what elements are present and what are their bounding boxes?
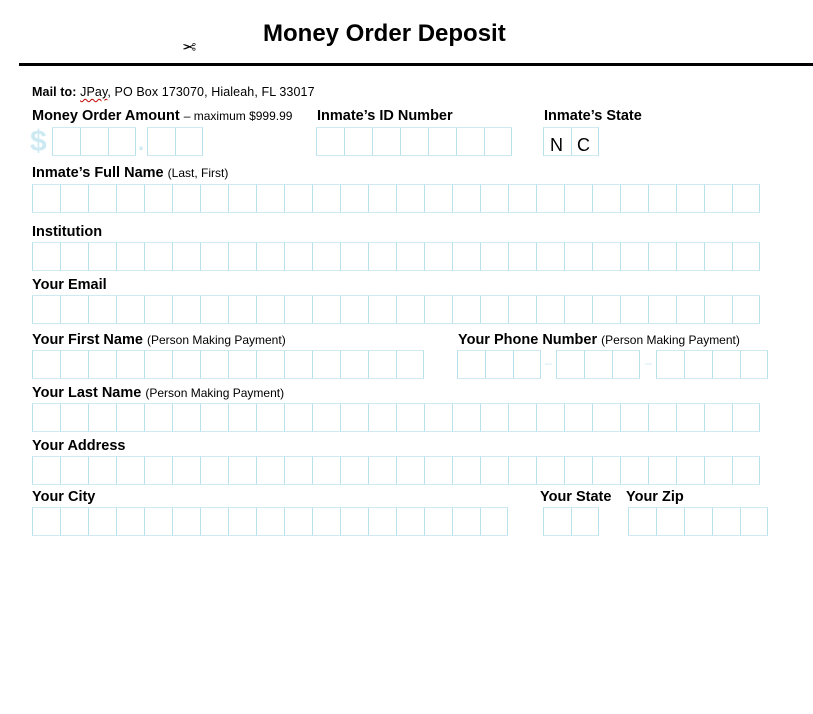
char-box[interactable] xyxy=(704,456,732,485)
char-box[interactable] xyxy=(312,295,340,324)
char-box[interactable] xyxy=(648,403,676,432)
char-box[interactable] xyxy=(543,507,571,536)
amount-cents-boxes[interactable] xyxy=(147,127,203,156)
amount-digit-box[interactable] xyxy=(147,127,175,156)
char-box[interactable] xyxy=(60,242,88,271)
id-digit-box[interactable] xyxy=(344,127,372,156)
decimal-point: . xyxy=(138,130,145,155)
institution-label: Institution xyxy=(32,224,103,240)
inmate-state-letter-2: C xyxy=(577,135,590,155)
char-box[interactable] xyxy=(676,242,704,271)
char-box[interactable] xyxy=(592,242,620,271)
char-box[interactable] xyxy=(228,507,256,536)
email-label: Your Email xyxy=(32,277,107,293)
char-box[interactable] xyxy=(452,507,480,536)
char-box[interactable] xyxy=(32,456,60,485)
city-label: Your City xyxy=(32,489,96,505)
char-box[interactable] xyxy=(200,184,228,213)
char-box[interactable] xyxy=(312,184,340,213)
char-box[interactable] xyxy=(592,295,620,324)
char-box[interactable] xyxy=(256,507,284,536)
char-box[interactable] xyxy=(452,242,480,271)
char-box[interactable] xyxy=(536,295,564,324)
char-box[interactable] xyxy=(256,184,284,213)
char-box[interactable] xyxy=(340,456,368,485)
char-box[interactable] xyxy=(284,507,312,536)
state-label: Your State xyxy=(540,489,612,505)
phone-label-text: Your Phone Number xyxy=(458,332,598,348)
id-digit-box[interactable] xyxy=(400,127,428,156)
id-digit-box[interactable] xyxy=(428,127,456,156)
char-box[interactable] xyxy=(368,242,396,271)
char-box[interactable] xyxy=(424,184,452,213)
char-box[interactable] xyxy=(740,350,768,379)
char-box[interactable] xyxy=(485,350,513,379)
char-box[interactable] xyxy=(676,184,704,213)
char-box[interactable] xyxy=(340,350,368,379)
char-box[interactable] xyxy=(452,295,480,324)
char-box[interactable] xyxy=(144,456,172,485)
char-box[interactable] xyxy=(424,242,452,271)
inmate-id-label: Inmate’s ID Number xyxy=(317,108,453,124)
inmate-state-label: Inmate’s State xyxy=(544,108,642,124)
char-box[interactable] xyxy=(648,242,676,271)
char-box[interactable] xyxy=(704,242,732,271)
char-box[interactable] xyxy=(200,350,228,379)
char-box[interactable] xyxy=(612,350,640,379)
char-box[interactable] xyxy=(704,295,732,324)
char-box[interactable] xyxy=(88,295,116,324)
char-box[interactable] xyxy=(732,403,760,432)
char-box[interactable] xyxy=(452,456,480,485)
char-box[interactable] xyxy=(340,242,368,271)
char-box[interactable] xyxy=(628,507,656,536)
char-box[interactable] xyxy=(368,295,396,324)
char-box[interactable] xyxy=(396,350,424,379)
char-box[interactable] xyxy=(368,184,396,213)
char-box[interactable] xyxy=(564,184,592,213)
char-box[interactable] xyxy=(312,456,340,485)
char-box[interactable] xyxy=(704,184,732,213)
char-box[interactable] xyxy=(60,456,88,485)
char-box[interactable] xyxy=(256,295,284,324)
char-box[interactable] xyxy=(592,456,620,485)
char-box[interactable] xyxy=(312,507,340,536)
amount-digit-box[interactable] xyxy=(175,127,203,156)
char-box[interactable] xyxy=(284,350,312,379)
char-box[interactable] xyxy=(480,295,508,324)
char-box[interactable] xyxy=(564,456,592,485)
char-box[interactable] xyxy=(740,507,768,536)
id-digit-box[interactable] xyxy=(372,127,400,156)
char-box[interactable] xyxy=(620,403,648,432)
char-box[interactable] xyxy=(620,295,648,324)
char-box[interactable] xyxy=(564,403,592,432)
char-box[interactable] xyxy=(32,242,60,271)
char-box[interactable] xyxy=(480,403,508,432)
char-box[interactable] xyxy=(60,403,88,432)
amount-digit-box[interactable] xyxy=(80,127,108,156)
char-box[interactable] xyxy=(480,456,508,485)
amount-digit-box[interactable] xyxy=(52,127,80,156)
institution-boxes[interactable] xyxy=(32,242,760,271)
char-box[interactable] xyxy=(116,184,144,213)
char-box[interactable] xyxy=(256,242,284,271)
last-name-boxes[interactable] xyxy=(32,403,760,432)
char-box[interactable] xyxy=(88,507,116,536)
char-box[interactable] xyxy=(684,507,712,536)
char-box[interactable] xyxy=(256,350,284,379)
char-box[interactable] xyxy=(340,295,368,324)
char-box[interactable] xyxy=(368,403,396,432)
char-box[interactable] xyxy=(172,507,200,536)
cut-line xyxy=(19,63,813,66)
char-box[interactable] xyxy=(732,242,760,271)
char-box[interactable] xyxy=(732,456,760,485)
phone-note: (Person Making Payment) xyxy=(601,333,740,347)
email-boxes[interactable] xyxy=(32,295,760,324)
char-box[interactable] xyxy=(200,295,228,324)
city-boxes[interactable] xyxy=(32,507,508,536)
char-box[interactable] xyxy=(116,507,144,536)
char-box[interactable] xyxy=(368,350,396,379)
phone-line-boxes[interactable] xyxy=(656,350,768,379)
char-box[interactable] xyxy=(508,242,536,271)
char-box[interactable] xyxy=(480,184,508,213)
scissors-icon: ✂ xyxy=(182,38,197,57)
char-box[interactable] xyxy=(592,403,620,432)
first-name-boxes[interactable] xyxy=(32,350,424,379)
char-box[interactable] xyxy=(256,456,284,485)
char-box[interactable] xyxy=(172,184,200,213)
char-box[interactable] xyxy=(116,295,144,324)
char-box[interactable] xyxy=(676,295,704,324)
inmate-name-label-text: Inmate’s Full Name xyxy=(32,165,164,181)
char-box[interactable] xyxy=(88,242,116,271)
mail-to-address: , PO Box 173070, Hialeah, FL 33017 xyxy=(107,85,315,99)
char-box[interactable] xyxy=(116,456,144,485)
char-box[interactable] xyxy=(556,350,584,379)
state-boxes[interactable] xyxy=(543,507,599,536)
char-box[interactable] xyxy=(648,184,676,213)
first-name-label xyxy=(32,332,286,348)
inmate-id-boxes[interactable] xyxy=(316,127,512,156)
char-box[interactable] xyxy=(368,456,396,485)
char-box[interactable] xyxy=(312,242,340,271)
char-box[interactable] xyxy=(648,456,676,485)
char-box[interactable] xyxy=(60,184,88,213)
char-box[interactable] xyxy=(732,295,760,324)
mail-to-company: JPay xyxy=(80,85,108,99)
char-box[interactable] xyxy=(88,350,116,379)
phone-label xyxy=(458,332,740,348)
char-box[interactable] xyxy=(284,295,312,324)
char-box[interactable] xyxy=(60,507,88,536)
char-box[interactable] xyxy=(312,403,340,432)
char-box[interactable] xyxy=(536,242,564,271)
char-box[interactable] xyxy=(571,507,599,536)
char-box[interactable] xyxy=(340,403,368,432)
char-box[interactable] xyxy=(144,507,172,536)
dollar-sign: $ xyxy=(30,125,47,158)
char-box[interactable] xyxy=(584,350,612,379)
char-box[interactable] xyxy=(116,350,144,379)
char-box[interactable] xyxy=(116,403,144,432)
char-box[interactable] xyxy=(172,403,200,432)
first-name-note: (Person Making Payment) xyxy=(146,333,286,347)
char-box[interactable] xyxy=(228,242,256,271)
char-box[interactable] xyxy=(284,184,312,213)
char-box[interactable] xyxy=(116,242,144,271)
char-box[interactable] xyxy=(424,403,452,432)
char-box[interactable] xyxy=(172,242,200,271)
char-box[interactable] xyxy=(620,242,648,271)
mail-to-label: Mail to: xyxy=(32,85,77,99)
char-box[interactable] xyxy=(228,456,256,485)
char-box[interactable] xyxy=(396,456,424,485)
phone-area-boxes[interactable] xyxy=(457,350,541,379)
id-digit-box[interactable] xyxy=(484,127,512,156)
char-box[interactable] xyxy=(200,507,228,536)
char-box[interactable] xyxy=(144,184,172,213)
char-box[interactable] xyxy=(88,403,116,432)
char-box[interactable] xyxy=(536,184,564,213)
char-box[interactable] xyxy=(32,350,60,379)
char-box[interactable] xyxy=(620,456,648,485)
char-box[interactable] xyxy=(396,507,424,536)
char-box[interactable] xyxy=(676,456,704,485)
char-box[interactable] xyxy=(172,456,200,485)
char-box[interactable] xyxy=(228,295,256,324)
inmate-name-note: (Last, First) xyxy=(167,166,229,180)
char-box[interactable] xyxy=(144,350,172,379)
phone-prefix-boxes[interactable] xyxy=(556,350,640,379)
char-box[interactable] xyxy=(508,403,536,432)
amount-label-text: Money Order Amount xyxy=(32,108,180,124)
char-box[interactable] xyxy=(508,456,536,485)
page-title: Money Order Deposit xyxy=(263,20,506,47)
mail-to-line xyxy=(32,85,315,99)
char-box[interactable] xyxy=(457,350,485,379)
char-box[interactable] xyxy=(228,184,256,213)
char-box[interactable] xyxy=(284,242,312,271)
amount-max-note: – maximum $999.99 xyxy=(183,109,293,123)
amount-label xyxy=(32,108,292,124)
char-box[interactable] xyxy=(312,350,340,379)
char-box[interactable] xyxy=(712,350,740,379)
char-box[interactable] xyxy=(200,242,228,271)
char-box[interactable] xyxy=(256,403,284,432)
char-box[interactable] xyxy=(564,295,592,324)
char-box[interactable] xyxy=(564,242,592,271)
char-box[interactable] xyxy=(452,184,480,213)
char-box[interactable] xyxy=(200,403,228,432)
char-box[interactable] xyxy=(452,403,480,432)
inmate-state-letter-1: N xyxy=(550,135,563,155)
char-box[interactable] xyxy=(424,507,452,536)
char-box[interactable] xyxy=(32,403,60,432)
char-box[interactable] xyxy=(676,403,704,432)
zip-label: Your Zip xyxy=(626,489,684,505)
char-box[interactable] xyxy=(228,350,256,379)
char-box[interactable] xyxy=(536,456,564,485)
address-label: Your Address xyxy=(32,438,126,454)
char-box[interactable] xyxy=(60,295,88,324)
char-box[interactable] xyxy=(480,507,508,536)
char-box[interactable] xyxy=(144,295,172,324)
amount-digit-box[interactable] xyxy=(108,127,136,156)
id-digit-box[interactable] xyxy=(456,127,484,156)
char-box[interactable] xyxy=(144,403,172,432)
char-box[interactable] xyxy=(704,403,732,432)
phone-separator: – xyxy=(645,356,652,370)
char-box[interactable] xyxy=(396,295,424,324)
char-box[interactable] xyxy=(172,350,200,379)
address-boxes[interactable] xyxy=(32,456,760,485)
char-box[interactable] xyxy=(656,350,684,379)
char-box[interactable] xyxy=(88,456,116,485)
char-box[interactable] xyxy=(396,184,424,213)
zip-boxes[interactable] xyxy=(628,507,768,536)
char-box[interactable] xyxy=(732,184,760,213)
char-box[interactable] xyxy=(648,295,676,324)
char-box[interactable] xyxy=(592,184,620,213)
char-box[interactable] xyxy=(368,507,396,536)
char-box[interactable] xyxy=(340,507,368,536)
char-box[interactable] xyxy=(340,184,368,213)
inmate-name-label xyxy=(32,165,228,181)
char-box[interactable] xyxy=(513,350,541,379)
char-box[interactable] xyxy=(284,456,312,485)
inmate-name-boxes[interactable] xyxy=(32,184,760,213)
char-box[interactable] xyxy=(396,403,424,432)
last-name-label xyxy=(32,385,284,401)
char-box[interactable] xyxy=(144,242,172,271)
char-box[interactable] xyxy=(712,507,740,536)
char-box[interactable] xyxy=(424,295,452,324)
last-name-label-text: Your Last Name xyxy=(32,385,142,401)
last-name-note: (Person Making Payment) xyxy=(145,386,285,400)
char-box[interactable] xyxy=(684,350,712,379)
char-box[interactable] xyxy=(200,456,228,485)
char-box[interactable] xyxy=(424,456,452,485)
char-box[interactable] xyxy=(172,295,200,324)
id-digit-box[interactable] xyxy=(316,127,344,156)
char-box[interactable] xyxy=(480,242,508,271)
char-box[interactable] xyxy=(88,184,116,213)
char-box[interactable] xyxy=(508,295,536,324)
char-box[interactable] xyxy=(536,403,564,432)
char-box[interactable] xyxy=(620,184,648,213)
char-box[interactable] xyxy=(60,350,88,379)
char-box[interactable] xyxy=(656,507,684,536)
char-box[interactable] xyxy=(284,403,312,432)
char-box[interactable] xyxy=(228,403,256,432)
char-box[interactable] xyxy=(32,295,60,324)
first-name-label-text: Your First Name xyxy=(32,332,143,348)
amount-dollars-boxes[interactable] xyxy=(52,127,136,156)
phone-separator: – xyxy=(545,356,552,370)
char-box[interactable] xyxy=(32,507,60,536)
char-box[interactable] xyxy=(508,184,536,213)
char-box[interactable] xyxy=(32,184,60,213)
char-box[interactable] xyxy=(396,242,424,271)
